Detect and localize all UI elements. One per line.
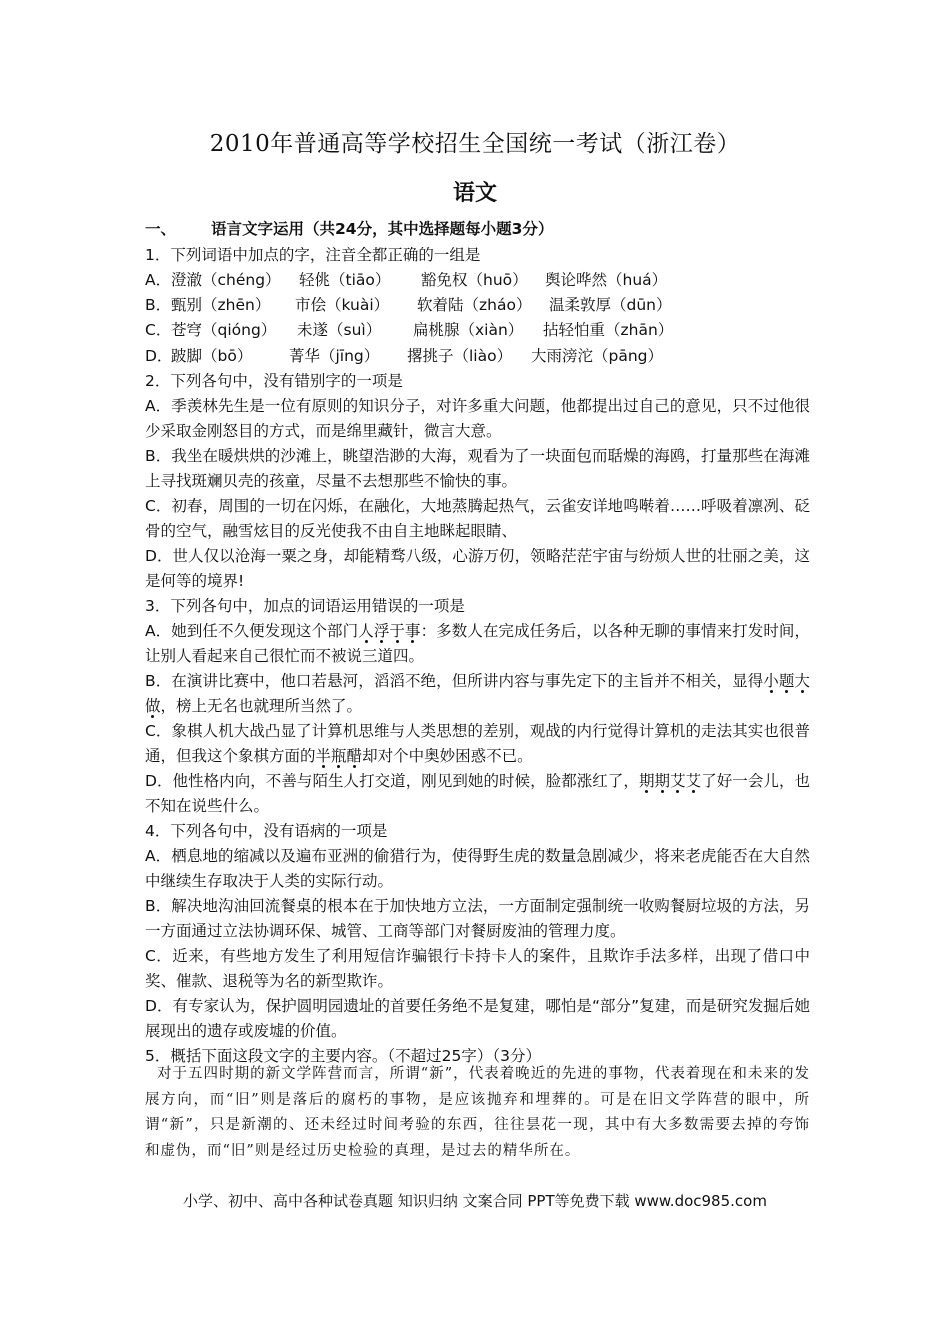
q3-stem: 3．下列各句中，加点的词语运用错误的一项是 bbox=[145, 596, 465, 615]
option-item: 大雨滂沱（pāng） bbox=[531, 346, 664, 365]
option-label: D． bbox=[145, 346, 173, 365]
q4-option-d: D．有专家认为，保护圆明园遗址的首要任务绝不是复建，哪怕是“部分”复建，而是研究发掘后她展现出的遗存或废墟的价值。 bbox=[145, 996, 810, 1040]
q5-stem: 5．概括下面这段文字的主要内容。（不超过25字）（3分） bbox=[145, 1046, 541, 1065]
option-item: 软着陆（zháo） bbox=[417, 296, 532, 315]
text: A．她到任不久便发现这个部门 bbox=[145, 621, 359, 640]
option-label: B． bbox=[145, 296, 172, 315]
text: ：多数人在完成任务后，以各种无聊的事情来打发时间，让别人看起来自己很忙而不被说三道四。 bbox=[145, 621, 810, 665]
option-item: 温柔敦厚（dūn） bbox=[549, 296, 672, 315]
q4-stem: 4．下列各句中，没有语病的一项是 bbox=[145, 821, 388, 840]
option-label: C． bbox=[145, 321, 172, 340]
q2-option-d: D．世人仅以沧海一粟之身，却能精骛八级，心游万仞，领略茫茫宇宙与纷烦人世的壮丽之美，这是何等的境界! bbox=[145, 546, 810, 590]
option-item: 拈轻怕重（zhān） bbox=[543, 321, 674, 340]
q2-option-b: B．我坐在暖烘烘的沙滩上，眺望浩渺的大海，观看为了一块面包而聒燥的海鸥，打量那些在海滩上寻找斑斓贝壳的孩童，尽量不去想那些不愉快的事。 bbox=[145, 446, 810, 490]
q3-option-d bbox=[145, 769, 810, 819]
passage-text: 对于五四时期的新文学阵营而言，所谓“新”，代表着晚近的先进的事物，代表着现在和未来的发展方向，而“旧”则是落后的腐朽的事物，是应该抛弃和埋葬的。可是在旧文学阵营的眼中，所谓“新”，只是新潮的、还未经过时间考验的东西，往往昙花一现，其中有大多数需要去掉的夸饰和虚伪，而“旧”则是经过历史检验的真理，是过去的精华所在。 bbox=[145, 1066, 810, 1159]
q4-option-c: C．近来，有些地方发生了利用短信诈骗银行卡持卡人的案件，且欺诈手法多样，出现了借口中奖、催款、退税等为名的新型欺诈。 bbox=[145, 946, 810, 990]
q3-option-a bbox=[145, 619, 810, 669]
q1-option-row-c bbox=[145, 318, 810, 343]
q1-option-row-a bbox=[145, 268, 810, 293]
q1-option-row-b bbox=[145, 293, 810, 318]
option-item: 跛脚（bō） bbox=[171, 346, 253, 365]
q4-option-a: A．栖息地的缩减以及遍布亚洲的偷猎行为，使得野生虎的数量急剧减少，将来老虎能否在大自然中继续生存取决于人类的实际行动。 bbox=[145, 846, 810, 890]
q5-passage bbox=[145, 1062, 810, 1164]
q1-option-row-d bbox=[145, 344, 810, 369]
option-item: 未遂（suì） bbox=[297, 321, 382, 340]
text: B．在演讲比赛中，他口若悬河，滔滔不绝，但所讲内容与事先定下的主旨并不相关，显得 bbox=[145, 671, 764, 690]
text: ，榜上无名也就理所当然了。 bbox=[160, 696, 363, 715]
text: D．他性格内向，不善与陌生人打交道，刚见到她的时候，脸都涨红了， bbox=[145, 771, 639, 790]
option-item: 市侩（kuài） bbox=[295, 296, 390, 315]
q1-stem: 1．下列词语中加点的字，注音全都正确的一组是 bbox=[145, 246, 481, 264]
section-title: 语言文字运用（共24分，其中选择题每小题3分） bbox=[211, 220, 554, 238]
q2-option-a: A．季羡林先生是一位有原则的知识分子，对许多重大问题，他都提出过自己的意见，只不过他很少采取金刚怒目的方式，而是绵里藏针，微言大意。 bbox=[145, 396, 810, 440]
dotted-word: 小题大做 bbox=[145, 671, 810, 715]
option-item: 舆论哗然（huá） bbox=[545, 271, 668, 289]
section-number: 一、 bbox=[145, 220, 177, 238]
option-item: 菁华（jīng） bbox=[289, 346, 380, 365]
section-heading bbox=[145, 217, 553, 239]
option-item: 轻佻（tiāo） bbox=[299, 271, 391, 289]
option-item: 豁免权（huō） bbox=[421, 271, 528, 289]
q2-option-c: C．初春，周围的一切在闪烁，在融化，大地蒸腾起热气，云雀安详地鸣啭着……呼吸着凛冽、砭骨的空气，融雪炫目的反光使我不由自主地眯起眼睛、 bbox=[145, 496, 810, 540]
text: 了好一会儿，也不知在说些什么。 bbox=[145, 771, 810, 815]
footer-download-note: 小学、初中、高中各种试卷真题 知识归纳 文案合同 PPT等免费下载 www.doc985.com bbox=[183, 1192, 767, 1210]
option-item: 扁桃腺（xiàn） bbox=[413, 321, 524, 340]
dotted-word: 半瓶醋 bbox=[315, 746, 363, 765]
subject-heading: 语文 bbox=[452, 181, 497, 206]
text: C．象棋人机大战凸显了计算机思维与人类思想的差别，观战的内行觉得计算机的走法其实也很普通，但我这个象棋方面的 bbox=[145, 721, 810, 765]
exam-title: 2010年普通高等学校招生全国统一考试（浙江卷） bbox=[209, 131, 741, 157]
q2-stem: 2．下列各句中，没有错别字的一项是 bbox=[145, 371, 403, 390]
option-item: 澄澈（chéng） bbox=[171, 271, 281, 289]
questions bbox=[145, 243, 810, 1069]
dotted-word: 期期艾艾 bbox=[638, 771, 702, 790]
q3-option-b bbox=[145, 669, 810, 719]
text: 却对个中奥妙困惑不已。 bbox=[362, 746, 533, 765]
dotted-word: 人浮于事 bbox=[358, 621, 421, 640]
option-item: 甄别（zhēn） bbox=[171, 296, 271, 315]
option-label: A． bbox=[145, 271, 172, 289]
option-item: 撂挑子（liào） bbox=[407, 346, 513, 365]
option-item: 苍穹（qióng） bbox=[171, 321, 277, 340]
q4-option-b: B．解决地沟油回流餐桌的根本在于加快地方立法，一方面制定强制统一收购餐厨垃圾的方法，另一方面通过立法协调环保、城管、工商等部门对餐厨废油的管理力度。 bbox=[145, 896, 810, 940]
q3-option-c bbox=[145, 719, 810, 769]
